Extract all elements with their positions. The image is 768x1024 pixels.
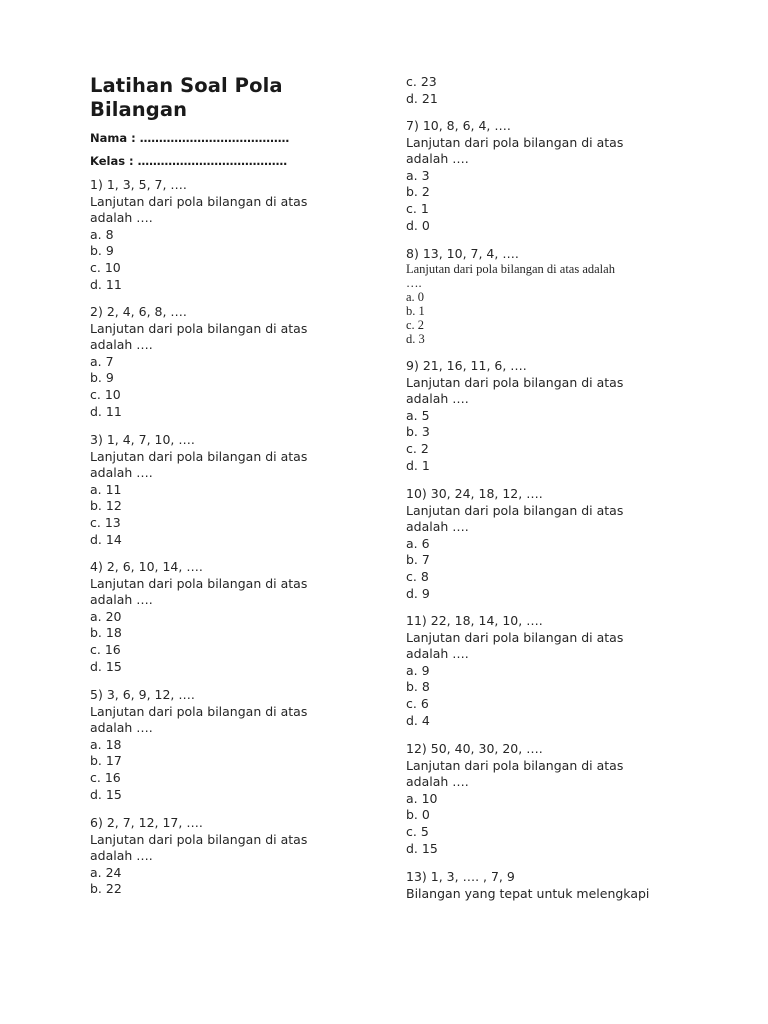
question-12 xyxy=(406,741,623,857)
option-c: c. 16 xyxy=(90,769,121,785)
question-sequence: 13, 10, 7, 4, …. xyxy=(422,246,519,261)
kelas-field: Kelas : ………………………………… xyxy=(90,154,288,168)
question-12-sequence xyxy=(406,741,623,758)
option-a: a. 7 xyxy=(90,353,114,369)
option-a: a. 3 xyxy=(406,167,430,183)
title-line-1: Latihan Soal Pola xyxy=(90,74,283,97)
question-prompt-line-2: adalah …. xyxy=(90,720,153,736)
question-prompt-line-1: Lanjutan dari pola bilangan di atas xyxy=(90,320,308,336)
question-6 xyxy=(90,815,307,898)
option-b: b. 9 xyxy=(90,370,114,386)
option-c: c. 13 xyxy=(90,514,121,530)
question-11 xyxy=(406,613,623,729)
question-prompt-line-2: adalah …. xyxy=(406,151,469,167)
question-number: 2) xyxy=(90,304,103,319)
option-d: d. 1 xyxy=(406,457,430,473)
question-prompt-line-1: Lanjutan dari pola bilangan di atas adalah xyxy=(406,262,615,276)
option-a: a. 6 xyxy=(406,535,430,551)
question-10-sequence xyxy=(406,486,623,503)
option-b: b. 8 xyxy=(406,679,430,695)
option-b: b. 9 xyxy=(90,243,114,259)
question-sequence: 50, 40, 30, 20, …. xyxy=(430,741,543,756)
option-d: d. 15 xyxy=(90,786,122,802)
question-number: 9) xyxy=(406,358,419,373)
question-number: 11) xyxy=(406,613,427,628)
option-c: c. 1 xyxy=(406,200,429,216)
question-prompt-line-2: adalah …. xyxy=(90,592,153,608)
question-number: 3) xyxy=(90,432,103,447)
question-number: 8) xyxy=(406,246,419,261)
question-1 xyxy=(90,177,307,293)
option-b: b. 12 xyxy=(90,498,122,514)
option-c: c. 2 xyxy=(406,318,425,332)
question-sequence: 1, 4, 7, 10, …. xyxy=(106,432,195,447)
question-6-sequence xyxy=(90,815,307,832)
option-c: c. 10 xyxy=(90,386,121,402)
option-a: a. 8 xyxy=(90,226,114,242)
question-2-sequence xyxy=(90,304,307,321)
option-a: a. 0 xyxy=(406,290,425,304)
option-d: d. 0 xyxy=(406,217,430,233)
question-number: 1) xyxy=(90,177,103,192)
option-d: d. 11 xyxy=(90,276,122,292)
option-b: b. 22 xyxy=(90,881,122,897)
question-prompt-line-2: adalah …. xyxy=(406,391,469,407)
option-a: a. 24 xyxy=(90,864,122,880)
option-d: d. 15 xyxy=(406,840,438,856)
option-d: d. 15 xyxy=(90,658,122,674)
question-4 xyxy=(90,559,307,675)
option-a: a. 9 xyxy=(406,662,430,678)
question-prompt-line-1: Lanjutan dari pola bilangan di atas xyxy=(406,374,624,390)
option-b: b. 18 xyxy=(90,625,122,641)
option-d: d. 9 xyxy=(406,585,430,601)
question-number: 10) xyxy=(406,486,427,501)
question-prompt-line-2: adalah …. xyxy=(90,210,153,226)
question-number: 6) xyxy=(90,815,103,830)
option-d: d. 11 xyxy=(90,403,122,419)
question-prompt-line-2: adalah …. xyxy=(406,774,469,790)
question-1-sequence xyxy=(90,177,307,194)
question-number: 7) xyxy=(406,118,419,133)
question-13 xyxy=(406,869,649,902)
option-c: c. 6 xyxy=(406,695,429,711)
question-sequence: 30, 24, 18, 12, …. xyxy=(430,486,543,501)
question-9 xyxy=(406,358,623,474)
question-sequence: 1, 3, …. , 7, 9 xyxy=(430,869,515,884)
question-prompt-line-1: Lanjutan dari pola bilangan di atas xyxy=(90,703,308,719)
question-13-sequence xyxy=(406,869,649,886)
question-prompt-line-1: Lanjutan dari pola bilangan di atas xyxy=(90,448,308,464)
option-b: b. 0 xyxy=(406,807,430,823)
option-d: d. 21 xyxy=(406,90,438,106)
option-b: b. 7 xyxy=(406,552,430,568)
question-sequence: 10, 8, 6, 4, …. xyxy=(422,118,511,133)
page-title xyxy=(90,74,370,122)
question-5 xyxy=(90,687,307,803)
question-sequence: 2, 7, 12, 17, …. xyxy=(106,815,203,830)
question-sequence: 3, 6, 9, 12, …. xyxy=(106,687,195,702)
question-prompt-line-1: Lanjutan dari pola bilangan di atas xyxy=(90,575,308,591)
question-8-sequence xyxy=(406,245,615,262)
question-number: 12) xyxy=(406,741,427,756)
option-c: c. 2 xyxy=(406,440,429,456)
question-10 xyxy=(406,486,623,602)
question-sequence: 2, 4, 6, 8, …. xyxy=(106,304,187,319)
question-number: 13) xyxy=(406,869,427,884)
question-8 xyxy=(406,245,615,346)
question-prompt-line-1: Lanjutan dari pola bilangan di atas xyxy=(406,502,624,518)
question-6-continued xyxy=(406,74,438,107)
question-sequence: 21, 16, 11, 6, …. xyxy=(422,358,527,373)
option-b: b. 1 xyxy=(406,304,425,318)
question-prompt-line-2: adalah …. xyxy=(90,337,153,353)
option-c: c. 16 xyxy=(90,641,121,657)
option-a: a. 18 xyxy=(90,736,122,752)
question-3-sequence xyxy=(90,432,307,449)
question-prompt-line-1: Lanjutan dari pola bilangan di atas xyxy=(406,134,624,150)
question-3 xyxy=(90,432,307,548)
question-7-sequence xyxy=(406,118,623,135)
question-prompt-line-1: Lanjutan dari pola bilangan di atas xyxy=(90,193,308,209)
question-7 xyxy=(406,118,623,234)
question-sequence: 22, 18, 14, 10, …. xyxy=(430,613,543,628)
option-c: c. 10 xyxy=(90,259,121,275)
question-number: 5) xyxy=(90,687,103,702)
question-prompt-line-1: Lanjutan dari pola bilangan di atas xyxy=(90,831,308,847)
option-a: a. 5 xyxy=(406,407,430,423)
question-prompt-line-1: Lanjutan dari pola bilangan di atas xyxy=(406,629,624,645)
question-prompt-line-2: …. xyxy=(406,276,422,290)
question-prompt-line-2: adalah …. xyxy=(406,519,469,535)
question-5-sequence xyxy=(90,687,307,704)
option-b: b. 2 xyxy=(406,184,430,200)
title-line-2: Bilangan xyxy=(90,98,188,121)
question-prompt-line-2: adalah …. xyxy=(406,646,469,662)
question-prompt-line-1: Bilangan yang tepat untuk melengkapi xyxy=(406,885,650,901)
option-b: b. 3 xyxy=(406,424,430,440)
option-a: a. 10 xyxy=(406,790,438,806)
option-c: c. 23 xyxy=(406,74,437,89)
question-4-sequence xyxy=(90,559,307,576)
option-d: d. 3 xyxy=(406,332,425,346)
option-c: c. 5 xyxy=(406,823,429,839)
option-a: a. 20 xyxy=(90,608,122,624)
question-2 xyxy=(90,304,307,420)
question-prompt-line-1: Lanjutan dari pola bilangan di atas xyxy=(406,757,624,773)
question-11-sequence xyxy=(406,613,623,630)
option-a: a. 11 xyxy=(90,481,122,497)
option-c: c. 8 xyxy=(406,568,429,584)
question-prompt-line-2: adalah …. xyxy=(90,848,153,864)
option-b: b. 17 xyxy=(90,753,122,769)
question-9-sequence xyxy=(406,358,623,375)
option-d: d. 14 xyxy=(90,531,122,547)
question-prompt-line-2: adalah …. xyxy=(90,465,153,481)
question-number: 4) xyxy=(90,559,103,574)
nama-field: Nama : ………………………………… xyxy=(90,131,290,145)
option-d: d. 4 xyxy=(406,712,430,728)
question-sequence: 1, 3, 5, 7, …. xyxy=(106,177,187,192)
question-sequence: 2, 6, 10, 14, …. xyxy=(106,559,203,574)
